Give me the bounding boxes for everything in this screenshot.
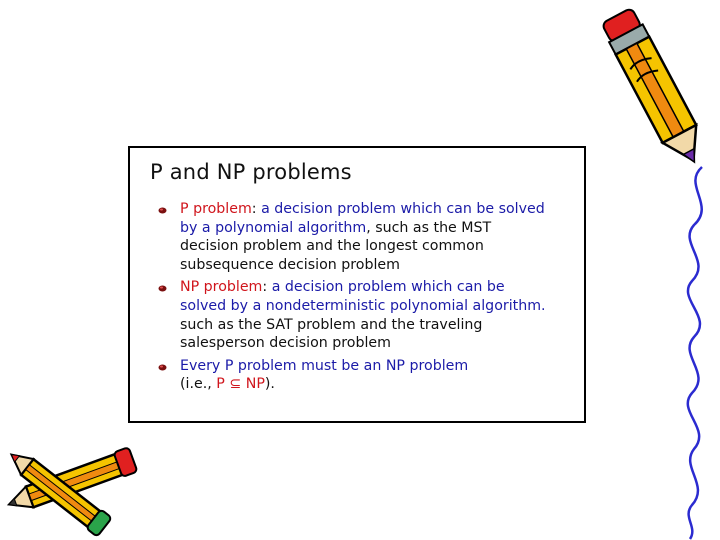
text-segment: solved by a nondeterministic polynomial algorithm. (180, 297, 546, 314)
text-segment: by a polynomial algorithm (180, 219, 367, 236)
bullet-line (180, 334, 578, 353)
text-segment: Every P problem must be an NP problem (180, 357, 469, 374)
bullet-marker-icon (158, 364, 167, 371)
text-segment: : (262, 279, 272, 296)
text-segment: ). (264, 376, 275, 393)
bullet-item (158, 200, 578, 274)
bullet-item (158, 357, 578, 394)
bullet-line (180, 200, 578, 219)
bullet-list (158, 200, 578, 398)
bullet-line (180, 357, 578, 376)
text-segment: such as the SAT problem and the traveling (180, 316, 483, 333)
bullet-line (180, 316, 578, 335)
bullet-line (180, 297, 578, 316)
pencil-clipart (590, 0, 720, 175)
bullet-marker-icon (158, 207, 167, 214)
pencil-clipart-small (0, 430, 150, 540)
text-segment: : (251, 201, 262, 217)
bullet-line (180, 219, 578, 238)
bullet-line (180, 237, 578, 256)
slide-title: P and NP problems (150, 160, 352, 184)
slide-content-box (128, 146, 586, 423)
text-segment: P problem (180, 201, 252, 217)
wavy-line (672, 165, 720, 540)
bullet-line (180, 375, 578, 394)
text-segment: decision problem and the longest common (180, 238, 484, 255)
bullet-line (180, 278, 578, 297)
text-segment: NP problem (180, 279, 263, 296)
text-segment: , such as the MST (366, 219, 492, 236)
text-segment: salesperson decision problem (180, 335, 391, 352)
text-segment: P ⊆ NP (216, 376, 265, 393)
text-segment: subsequence decision problem (180, 256, 400, 273)
bullet-line (180, 256, 578, 275)
text-segment: (i.e., (180, 376, 217, 393)
bullet-item (158, 278, 578, 352)
text-segment: a decision problem which can be (271, 279, 505, 296)
text-segment: a decision problem which can be solved (261, 201, 545, 217)
bullet-marker-icon (158, 285, 167, 292)
